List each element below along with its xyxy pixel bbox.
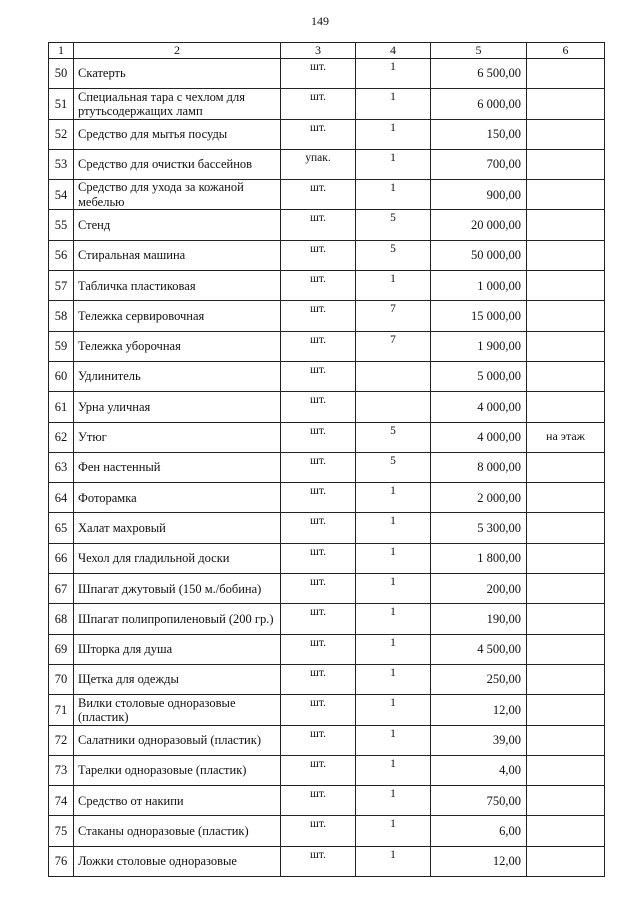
- item-note: [527, 392, 605, 422]
- item-note: [527, 786, 605, 816]
- item-quantity: 1: [356, 634, 431, 664]
- item-name: Шторка для душа: [74, 634, 281, 664]
- table-row: [49, 543, 605, 573]
- item-note: [527, 149, 605, 179]
- item-name: Вилки столовые одноразовые (пластик): [74, 695, 281, 725]
- row-number: 72: [49, 725, 74, 755]
- row-number: 69: [49, 634, 74, 664]
- table-body: [49, 59, 605, 877]
- header-cell: 6: [527, 43, 605, 59]
- item-unit: шт.: [281, 271, 356, 301]
- item-name: Стаканы одноразовые (пластик): [74, 816, 281, 846]
- table-row: [49, 664, 605, 694]
- item-unit: шт.: [281, 755, 356, 785]
- item-price: 6 000,00: [431, 89, 527, 119]
- header-cell: 1: [49, 43, 74, 59]
- table-row: [49, 119, 605, 149]
- item-name: Шпагат джутовый (150 м./бобина): [74, 574, 281, 604]
- table-row: [49, 331, 605, 361]
- row-number: 62: [49, 422, 74, 452]
- item-price: 200,00: [431, 574, 527, 604]
- row-number: 64: [49, 483, 74, 513]
- row-number: 63: [49, 452, 74, 482]
- item-quantity: 5: [356, 452, 431, 482]
- item-quantity: 1: [356, 846, 431, 876]
- table-row: [49, 210, 605, 240]
- item-quantity: [356, 392, 431, 422]
- item-quantity: 1: [356, 119, 431, 149]
- item-unit: шт.: [281, 59, 356, 89]
- item-unit: шт.: [281, 513, 356, 543]
- item-unit: шт.: [281, 331, 356, 361]
- item-price: 4,00: [431, 755, 527, 785]
- item-price: 4 500,00: [431, 634, 527, 664]
- item-price: 900,00: [431, 180, 527, 210]
- item-note: на этаж: [527, 422, 605, 452]
- row-number: 51: [49, 89, 74, 119]
- item-quantity: 1: [356, 664, 431, 694]
- row-number: 76: [49, 846, 74, 876]
- table-row: [49, 574, 605, 604]
- item-unit: шт.: [281, 240, 356, 270]
- item-unit: шт.: [281, 816, 356, 846]
- item-note: [527, 240, 605, 270]
- item-unit: шт.: [281, 483, 356, 513]
- item-note: [527, 180, 605, 210]
- item-quantity: 5: [356, 240, 431, 270]
- row-number: 68: [49, 604, 74, 634]
- item-name: Утюг: [74, 422, 281, 452]
- table-row: [49, 240, 605, 270]
- item-unit: шт.: [281, 361, 356, 391]
- row-number: 57: [49, 271, 74, 301]
- row-number: 59: [49, 331, 74, 361]
- row-number: 52: [49, 119, 74, 149]
- item-unit: шт.: [281, 452, 356, 482]
- table-row: [49, 180, 605, 210]
- table-row: [49, 361, 605, 391]
- item-note: [527, 604, 605, 634]
- item-quantity: 1: [356, 604, 431, 634]
- item-price: 1 800,00: [431, 543, 527, 573]
- page-number: 149: [311, 14, 329, 28]
- item-price: 4 000,00: [431, 392, 527, 422]
- item-unit: шт.: [281, 89, 356, 119]
- item-quantity: 7: [356, 331, 431, 361]
- item-quantity: 1: [356, 816, 431, 846]
- row-number: 65: [49, 513, 74, 543]
- item-unit: шт.: [281, 574, 356, 604]
- item-name: Тарелки одноразовые (пластик): [74, 755, 281, 785]
- item-note: [527, 361, 605, 391]
- row-number: 73: [49, 755, 74, 785]
- table-row: [49, 483, 605, 513]
- item-unit: шт.: [281, 786, 356, 816]
- header-cell: 5: [431, 43, 527, 59]
- row-number: 74: [49, 786, 74, 816]
- item-name: Урна уличная: [74, 392, 281, 422]
- item-note: [527, 846, 605, 876]
- item-name: Щетка для одежды: [74, 664, 281, 694]
- table-row: [49, 604, 605, 634]
- row-number: 66: [49, 543, 74, 573]
- table-row: [49, 513, 605, 543]
- items-table: [48, 42, 605, 877]
- item-quantity: 1: [356, 59, 431, 89]
- item-price: 5 000,00: [431, 361, 527, 391]
- item-unit: шт.: [281, 301, 356, 331]
- item-unit: шт.: [281, 210, 356, 240]
- item-price: 50 000,00: [431, 240, 527, 270]
- table-row: [49, 59, 605, 89]
- item-note: [527, 210, 605, 240]
- item-name: Фоторамка: [74, 483, 281, 513]
- item-name: Стенд: [74, 210, 281, 240]
- item-note: [527, 513, 605, 543]
- item-quantity: 1: [356, 786, 431, 816]
- item-quantity: 5: [356, 210, 431, 240]
- item-name: Тележка уборочная: [74, 331, 281, 361]
- item-price: 12,00: [431, 846, 527, 876]
- item-price: 6,00: [431, 816, 527, 846]
- item-name: Салатники одноразовый (пластик): [74, 725, 281, 755]
- item-unit: шт.: [281, 725, 356, 755]
- row-number: 71: [49, 695, 74, 725]
- row-number: 53: [49, 149, 74, 179]
- item-name: Скатерть: [74, 59, 281, 89]
- item-name: Средство от накипи: [74, 786, 281, 816]
- item-quantity: 1: [356, 574, 431, 604]
- item-note: [527, 574, 605, 604]
- item-price: 190,00: [431, 604, 527, 634]
- header-cell: 2: [74, 43, 281, 59]
- table-row: [49, 392, 605, 422]
- item-quantity: [356, 361, 431, 391]
- item-name: Чехол для гладильной доски: [74, 543, 281, 573]
- item-price: 150,00: [431, 119, 527, 149]
- table-row: [49, 89, 605, 119]
- item-price: 15 000,00: [431, 301, 527, 331]
- item-quantity: 1: [356, 89, 431, 119]
- item-unit: упак.: [281, 149, 356, 179]
- row-number: 56: [49, 240, 74, 270]
- item-price: 1 000,00: [431, 271, 527, 301]
- item-note: [527, 452, 605, 482]
- item-price: 39,00: [431, 725, 527, 755]
- item-price: 700,00: [431, 149, 527, 179]
- item-unit: шт.: [281, 543, 356, 573]
- item-unit: шт.: [281, 119, 356, 149]
- item-name: Халат махровый: [74, 513, 281, 543]
- item-note: [527, 301, 605, 331]
- item-unit: шт.: [281, 604, 356, 634]
- item-name: Фен настенный: [74, 452, 281, 482]
- table-row: [49, 786, 605, 816]
- table-row: [49, 149, 605, 179]
- item-price: 2 000,00: [431, 483, 527, 513]
- item-quantity: 1: [356, 149, 431, 179]
- item-note: [527, 59, 605, 89]
- item-note: [527, 119, 605, 149]
- item-unit: шт.: [281, 422, 356, 452]
- item-note: [527, 483, 605, 513]
- row-number: 75: [49, 816, 74, 846]
- item-price: 12,00: [431, 695, 527, 725]
- item-price: 5 300,00: [431, 513, 527, 543]
- item-price: 4 000,00: [431, 422, 527, 452]
- item-name: Средство для очистки бассейнов: [74, 149, 281, 179]
- item-name: Тележка сервировочная: [74, 301, 281, 331]
- item-quantity: 1: [356, 725, 431, 755]
- item-unit: шт.: [281, 664, 356, 694]
- row-number: 67: [49, 574, 74, 604]
- row-number: 54: [49, 180, 74, 210]
- item-price: 8 000,00: [431, 452, 527, 482]
- table-row: [49, 846, 605, 876]
- item-quantity: 1: [356, 543, 431, 573]
- table-row: [49, 634, 605, 664]
- row-number: 61: [49, 392, 74, 422]
- item-name: Табличка пластиковая: [74, 271, 281, 301]
- item-unit: шт.: [281, 695, 356, 725]
- item-quantity: 7: [356, 301, 431, 331]
- item-name: Стиральная машина: [74, 240, 281, 270]
- item-note: [527, 725, 605, 755]
- table-row: [49, 452, 605, 482]
- table-row: [49, 271, 605, 301]
- item-name: Удлинитель: [74, 361, 281, 391]
- item-price: 250,00: [431, 664, 527, 694]
- row-number: 60: [49, 361, 74, 391]
- header-row: [49, 43, 605, 59]
- item-note: [527, 695, 605, 725]
- item-note: [527, 331, 605, 361]
- item-note: [527, 755, 605, 785]
- item-quantity: 1: [356, 483, 431, 513]
- table-row: [49, 695, 605, 725]
- item-name: Средство для ухода за кожаной мебелью: [74, 180, 281, 210]
- item-quantity: 1: [356, 271, 431, 301]
- item-price: 750,00: [431, 786, 527, 816]
- item-unit: шт.: [281, 634, 356, 664]
- item-note: [527, 271, 605, 301]
- row-number: 50: [49, 59, 74, 89]
- item-note: [527, 634, 605, 664]
- table-row: [49, 422, 605, 452]
- header-cell: 4: [356, 43, 431, 59]
- table-row: [49, 725, 605, 755]
- item-quantity: 1: [356, 755, 431, 785]
- row-number: 58: [49, 301, 74, 331]
- item-quantity: 1: [356, 513, 431, 543]
- table-row: [49, 301, 605, 331]
- item-unit: шт.: [281, 846, 356, 876]
- item-note: [527, 89, 605, 119]
- item-name: Ложки столовые одноразовые: [74, 846, 281, 876]
- table-row: [49, 816, 605, 846]
- item-note: [527, 816, 605, 846]
- item-unit: шт.: [281, 392, 356, 422]
- item-price: 20 000,00: [431, 210, 527, 240]
- row-number: 70: [49, 664, 74, 694]
- item-price: 1 900,00: [431, 331, 527, 361]
- item-quantity: 1: [356, 695, 431, 725]
- item-name: Средство для мытья посуды: [74, 119, 281, 149]
- item-quantity: 5: [356, 422, 431, 452]
- item-note: [527, 543, 605, 573]
- item-unit: шт.: [281, 180, 356, 210]
- row-number: 55: [49, 210, 74, 240]
- item-note: [527, 664, 605, 694]
- header-cell: 3: [281, 43, 356, 59]
- item-price: 6 500,00: [431, 59, 527, 89]
- item-quantity: 1: [356, 180, 431, 210]
- table-row: [49, 755, 605, 785]
- item-name: Шпагат полипропиленовый (200 гр.): [74, 604, 281, 634]
- item-name: Специальная тара с чехлом для ртутьсодержащих ламп: [74, 89, 281, 119]
